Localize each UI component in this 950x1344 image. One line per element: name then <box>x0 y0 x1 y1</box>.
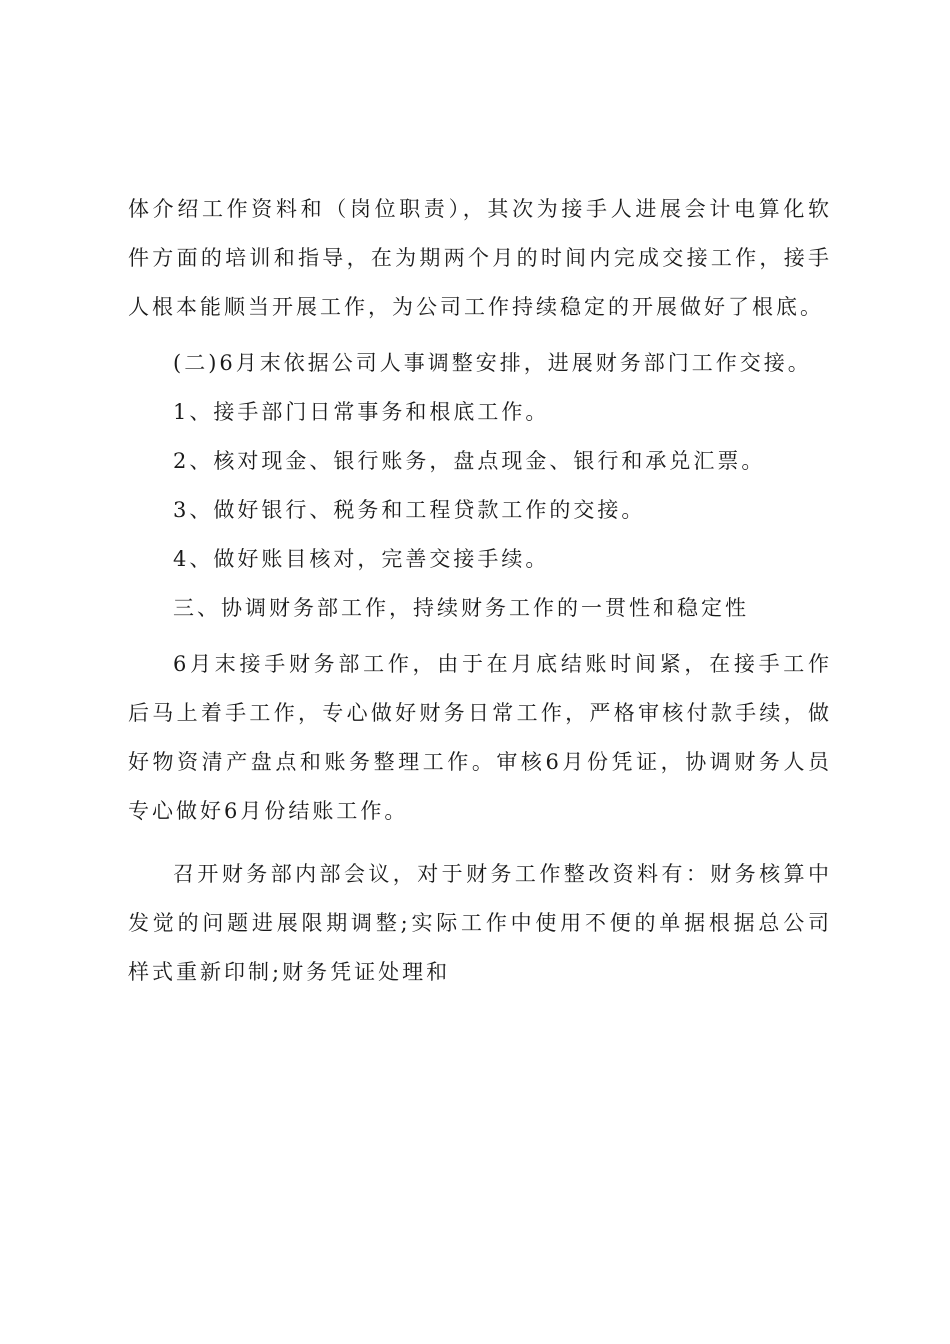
paragraph-june-handover: 6月末接手财务部工作，由于在月底结账时间紧，在接手工作后马上着手工作，专心做好财务日常工作，严格审核付款手续，做好物资清产盘点和账务整理工作。审核6月份凭证，协调财务人员专心做好6月份结账工作。 <box>128 652 832 823</box>
paragraph-meeting: 召开财务部内部会议，对于财务工作整改资料有：财务核算中发觉的问题进展限期调整;实际工作中使用不便的单据根据总公司样式重新印制;财务凭证处理和 <box>128 862 832 984</box>
document-body <box>128 185 832 1011</box>
list-item-2: 2、核对现金、银行账务，盘点现金、银行和承兑汇票。 <box>173 449 766 473</box>
paragraph-continuation: 体介绍工作资料和（岗位职责），其次为接手人进展会计电算化软件方面的培训和指导，在为期两个月的时间内完成交接工作，接手人根本能顺当开展工作，为公司工作持续稳定的开展做好了根底。 <box>128 197 832 319</box>
list-item-3: 3、做好银行、税务和工程贷款工作的交接。 <box>173 498 646 522</box>
list-item-4: 4、做好账目核对，完善交接手续。 <box>173 547 550 571</box>
list-item-1: 1、接手部门日常事务和根底工作。 <box>173 400 550 424</box>
paragraph-section-two: (二)6月末依据公司人事调整安排，进展财务部门工作交接。 <box>173 351 812 375</box>
section-heading-three: 三、协调财务部工作，持续财务工作的一贯性和稳定性 <box>173 596 749 620</box>
